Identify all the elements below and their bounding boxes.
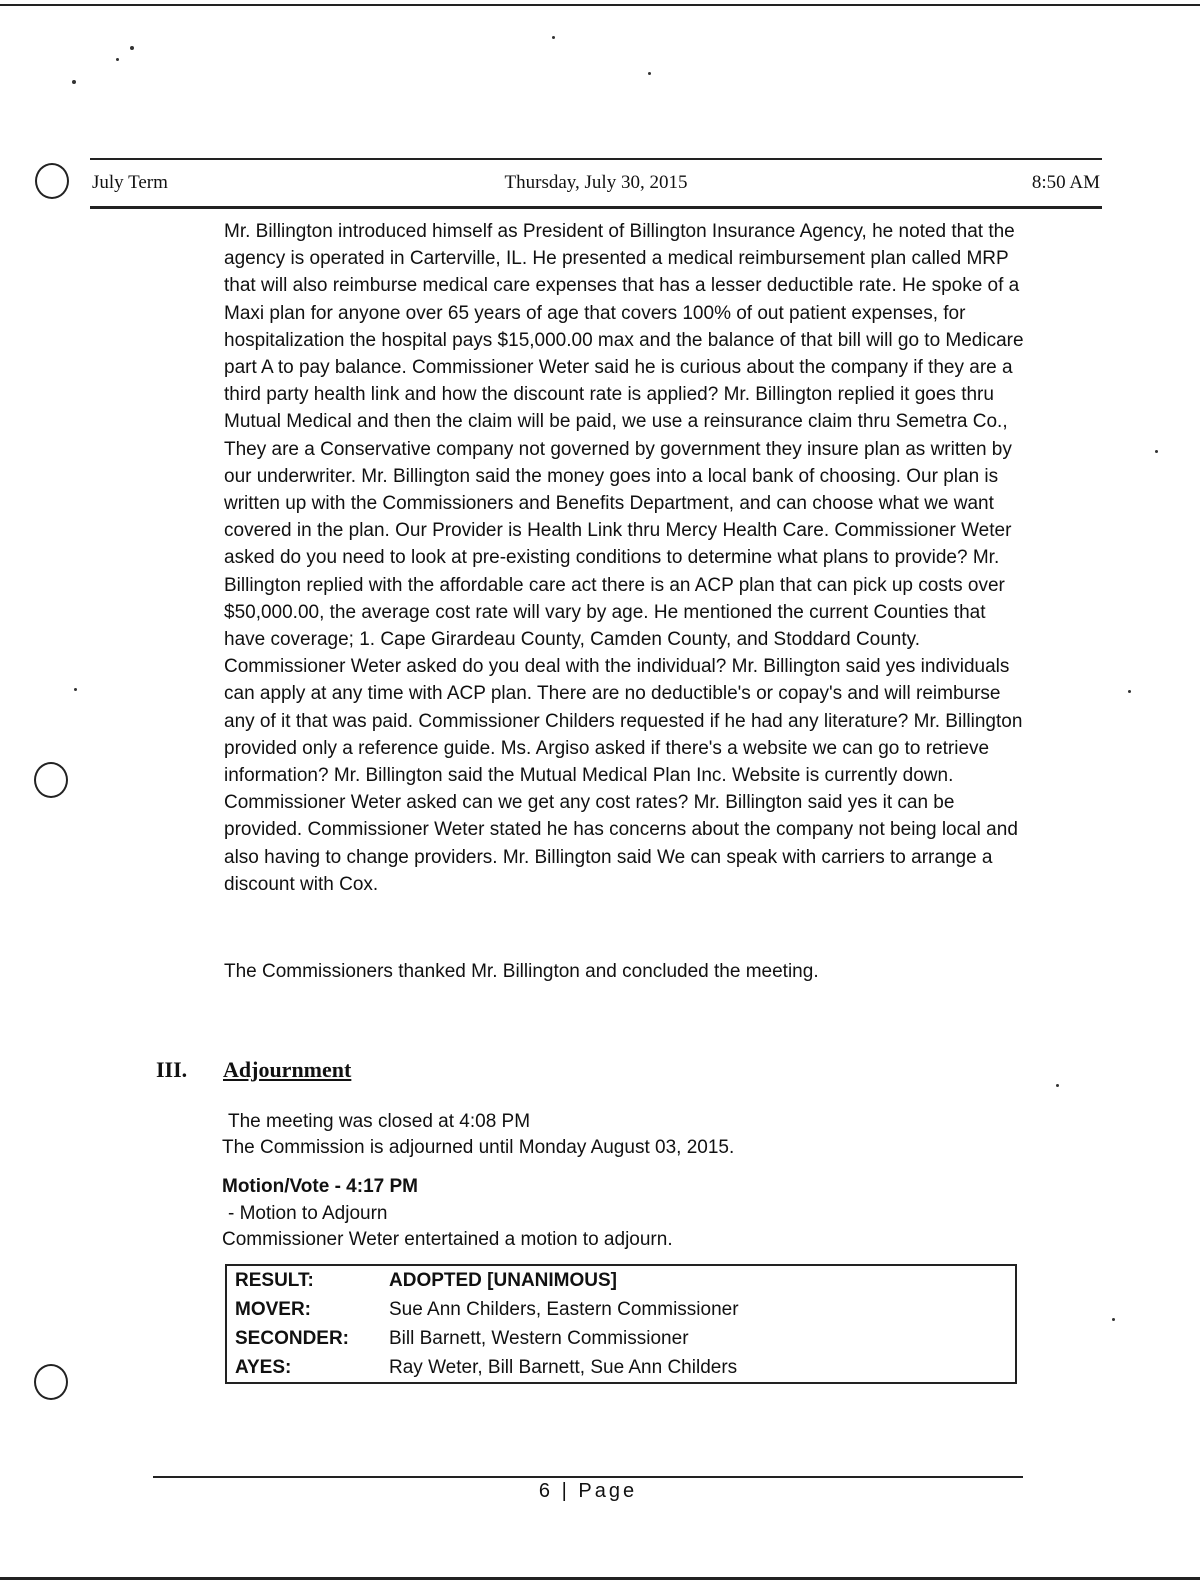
top-scan-border <box>0 4 1200 6</box>
scan-speck <box>1155 450 1158 453</box>
punch-hole-icon <box>35 163 69 199</box>
header-term: July Term <box>92 172 168 193</box>
ayes-value: Ray Weter, Bill Barnett, Sue Ann Childers <box>389 1356 738 1378</box>
section-number: III. <box>156 1057 188 1082</box>
closing-paragraph: The Commissioners thanked Mr. Billington and concluded the meeting. <box>224 961 819 982</box>
table-row <box>226 1353 1016 1383</box>
mover-label: MOVER: <box>235 1298 311 1320</box>
scan-speck <box>1056 1084 1059 1087</box>
footer-divider <box>153 1476 1023 1478</box>
table-row <box>226 1295 1016 1324</box>
seconder-value: Bill Barnett, Western Commissioner <box>389 1327 689 1349</box>
motion-heading: Motion/Vote - 4:17 PM <box>222 1176 418 1197</box>
vote-result-table <box>225 1264 1017 1384</box>
motion-item: - Motion to Adjourn <box>228 1203 388 1224</box>
mover-value: Sue Ann Childers, Eastern Commissioner <box>389 1298 739 1320</box>
scan-speck <box>130 46 134 50</box>
scan-speck <box>116 58 119 61</box>
punch-hole-icon <box>34 762 68 798</box>
motion-text: Commissioner Weter entertained a motion to adjourn. <box>222 1229 673 1250</box>
result-label: RESULT: <box>235 1269 314 1291</box>
header-date: Thursday, July 30, 2015 <box>504 172 688 193</box>
header-time: 8:50 AM <box>1031 172 1100 193</box>
table-row <box>226 1265 1016 1295</box>
table-row <box>226 1324 1016 1353</box>
closed-line: The meeting was closed at 4:08 PM <box>228 1111 531 1132</box>
page-header <box>90 158 1102 209</box>
result-value: ADOPTED [UNANIMOUS] <box>389 1269 617 1291</box>
scan-speck <box>1128 690 1131 693</box>
meeting-notes-paragraph: Mr. Billington introduced himself as President of Billington Insurance Agency, he noted that the agency is operated in Carterville, IL. He presented a medical reimbursement plan called MRP that will also reimburse medical care expenses that has a lesser deductible rate. He spoke of a Maxi plan for anyone over 65 years of age that covers 100% of out patient expenses, for hospitalization the hospital pays $15,000.00 max and the balance of that bill will go to Medicare part A to pay balance. Commissioner Weter said he is curious about the company if they are a third party health link and how the discount rate is applied? Mr. Billington replied it goes thru Mutual Medical and then the claim will be paid, we use a reinsurance claim thru Semetra Co., They are a Conservative company not governed by government they insure plan as written by our underwriter. Mr. Billington said the money goes into a local bank of choosing. Our plan is written up with the Commissioners and Benefits Department, and can choose what we want covered in the plan. Our Provider is Health Link thru Mercy Health Care. Commissioner Weter asked do you need to look at pre-existing conditions to determine what plans to provide? Mr. Billington replied with the affordable care act there is an ACP plan that can pick up costs over $50,000.00, the average cost rate will vary by age. He mentioned the current Counties that have coverage; 1. Cape Girardeau County, Camden County, and Stoddard County. Commissioner Weter asked do you deal with the individual? Mr. Billington said yes individuals can apply at any time with ACP plan. There are no deductible's or copay's and will reimburse any of it that was paid. Commissioner Childers requested if he had any literature? Mr. Billington provided only a reference guide. Ms. Argiso asked if there's a website we can go to retrieve information? Mr. Billington said the Mutual Medical Plan Inc. Website is currently down. Commissioner Weter asked can we get any cost rates? Mr. Billington said yes it can be provided. Commissioner Weter stated he has concerns about the company not being local and also having to change providers. Mr. Billington said We can speak with carriers to arrange a discount with Cox. <box>224 221 1024 895</box>
scan-speck <box>72 80 76 84</box>
section-title: Adjournment <box>223 1057 352 1082</box>
page-number: 6 | Page <box>538 1480 638 1502</box>
adjourned-line: The Commission is adjourned until Monday August 03, 2015. <box>222 1137 735 1158</box>
scan-speck <box>552 36 555 39</box>
punch-hole-icon <box>34 1364 68 1400</box>
scan-speck <box>648 72 651 75</box>
scan-speck <box>1112 1318 1115 1321</box>
scan-speck <box>74 688 77 691</box>
bottom-scan-border <box>0 1577 1200 1580</box>
seconder-label: SECONDER: <box>235 1327 350 1349</box>
ayes-label: AYES: <box>235 1356 292 1378</box>
